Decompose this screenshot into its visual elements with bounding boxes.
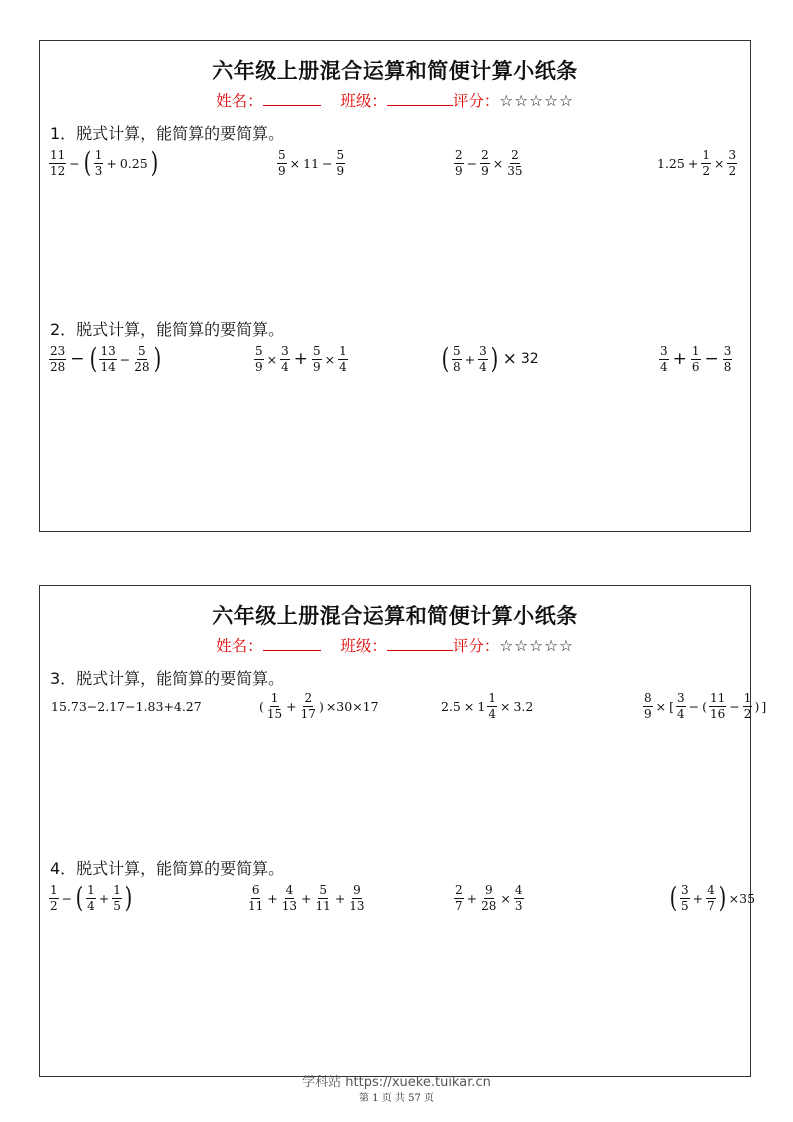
fraction: $\frac{1}{15}$ — [266, 690, 283, 721]
fraction: $\frac{4}{3}$ — [514, 882, 523, 913]
class-label: 班级： — [340, 92, 387, 110]
class-label: 班级： — [340, 637, 387, 655]
problem-4c: $\frac{2}{7}$ + $\frac{9}{28}$ × $\frac{4}{3}$ — [455, 882, 523, 913]
problem-2a: $\frac{23}{28}$ − ( $\frac{13}{14}$ − $\frac{5}{28}$ ) — [50, 342, 161, 375]
problem-2b: $\frac{5}{9}$ × $\frac{3}{4}$ + $\frac{5}{9}$ × $\frac{1}{4}$ — [255, 343, 347, 374]
fraction: $\frac{5}{28}$ — [134, 343, 150, 374]
fraction: $\frac{3}{4}$ — [660, 343, 668, 374]
problem-row-1 — [48, 141, 742, 185]
fraction: $\frac{1}{4}$ — [339, 343, 347, 374]
problem-1a: $\frac{11}{12}$ − ( $\frac{1}{3}$ + 0.25 ) — [50, 146, 158, 179]
fraction: $\frac{2}{35}$ — [507, 147, 523, 178]
fraction: $\frac{2}{9}$ — [481, 147, 489, 178]
fraction: $\frac{3}{8}$ — [723, 343, 732, 374]
fraction: $\frac{6}{11}$ — [248, 882, 264, 913]
problem-row-4 — [48, 876, 756, 920]
problem-2d: $\frac{3}{4}$ + $\frac{1}{6}$ − $\frac{3}{8}$ — [660, 343, 732, 374]
fraction: $\frac{5}{9}$ — [278, 147, 286, 178]
fraction: $\frac{5}{11}$ — [315, 882, 331, 913]
fraction: $\frac{2}{17}$ — [300, 690, 316, 721]
fraction: $\frac{1}{4}$ — [87, 882, 95, 913]
fraction: $\frac{1}{4}$ — [488, 690, 496, 721]
worksheet-card-2 — [39, 585, 767, 1077]
fraction: $\frac{3}{4}$ — [677, 690, 685, 721]
fraction: $\frac{3}{2}$ — [728, 147, 737, 178]
card-title: 六年级上册混合运算和简便计算小纸条 — [212, 59, 578, 83]
problem-row-2 — [48, 337, 742, 381]
fraction: $\frac{5}{9}$ — [336, 147, 345, 178]
class-blank[interactable] — [387, 635, 453, 651]
problem-3b: ( $\frac{1}{15}$ + $\frac{2}{17}$ ) ×30×17 — [259, 690, 379, 721]
name-blank[interactable] — [263, 635, 321, 651]
fraction: $\frac{4}{13}$ — [281, 882, 298, 913]
problem-4b: $\frac{6}{11}$ + $\frac{4}{13}$ + $\frac{5}{11}$ + $\frac{9}{13}$ — [248, 882, 365, 913]
problem-2c: ( $\frac{5}{8}$ + $\frac{3}{4}$ ) × 32 — [441, 342, 539, 375]
fraction: $\frac{5}{9}$ — [255, 343, 263, 374]
fraction: $\frac{4}{7}$ — [707, 882, 715, 913]
section-heading-1: 1．脱式计算，能简算的要简算。 — [50, 124, 285, 143]
fraction: $\frac{9}{13}$ — [349, 882, 365, 913]
fraction: $\frac{3}{4}$ — [281, 343, 289, 374]
fraction: $\frac{1}{6}$ — [691, 343, 700, 374]
problem-1c: $\frac{2}{9}$ − $\frac{2}{9}$ × $\frac{2}{35}$ — [455, 147, 523, 178]
problem-3a: 15.73−2.17−1.83+4.27 — [51, 698, 202, 714]
fraction: $\frac{5}{8}$ — [452, 343, 461, 374]
worksheet-card-1 — [39, 40, 751, 532]
fraction: $\frac{13}{14}$ — [100, 343, 116, 374]
section-heading-3: 3．脱式计算，能简算的要简算。 — [50, 669, 285, 688]
score-label: 评分： — [452, 637, 500, 655]
section-heading-2: 2．脱式计算，能简算的要简算。 — [50, 320, 285, 339]
fraction: $\frac{1}{2}$ — [702, 147, 710, 178]
problem-1b: $\frac{5}{9}$ × 11 − $\frac{5}{9}$ — [278, 147, 345, 178]
fraction: $\frac{1}{2}$ — [743, 690, 752, 721]
fraction: $\frac{2}{7}$ — [455, 882, 463, 913]
problem-3c: 2.5 × 1 $\frac{1}{4}$ × 3.2 — [441, 690, 534, 721]
fraction: $\frac{5}{9}$ — [313, 343, 321, 374]
name-label: 姓名： — [216, 92, 263, 110]
fraction: $\frac{3}{4}$ — [479, 343, 487, 374]
problem-4a: $\frac{1}{2}$ − ( $\frac{1}{4}$ + $\frac{1}{5}$ ) — [50, 881, 133, 914]
problem-3d: $\frac{8}{9}$ × [ $\frac{3}{4}$ − ( $\frac{11}{16}$ − $\frac{1}{2}$ ) ] — [644, 690, 767, 721]
info-line — [40, 634, 750, 656]
page-number: 第 1 页 共 57 页 — [359, 1093, 434, 1104]
info-line — [40, 89, 750, 111]
fraction: $\frac{23}{28}$ — [50, 343, 66, 374]
score-stars: ☆☆☆☆☆ — [499, 92, 574, 110]
fraction: $\frac{3}{5}$ — [680, 882, 689, 913]
footer-site: 学科站 https://xueke.tuikar.cn — [302, 1075, 491, 1090]
fraction: $\frac{2}{9}$ — [455, 147, 463, 178]
name-label: 姓名： — [216, 637, 263, 655]
problem-row-3 — [48, 684, 767, 728]
fraction: $\frac{9}{28}$ — [481, 882, 497, 913]
class-blank[interactable] — [387, 90, 453, 106]
score-label: 评分： — [452, 92, 500, 110]
fraction: $\frac{11}{12}$ — [50, 147, 66, 178]
problem-4d: ( $\frac{3}{5}$ + $\frac{4}{7}$ ) ×35 — [669, 881, 756, 914]
fraction: $\frac{1}{2}$ — [50, 882, 58, 913]
fraction: $\frac{1}{5}$ — [113, 882, 121, 913]
problem-1d: 1.25 + $\frac{1}{2}$ × $\frac{3}{2}$ — [657, 147, 737, 178]
fraction: $\frac{8}{9}$ — [644, 690, 652, 721]
card-title: 六年级上册混合运算和简便计算小纸条 — [212, 604, 578, 628]
fraction: $\frac{11}{16}$ — [710, 690, 726, 721]
fraction: $\frac{1}{3}$ — [94, 147, 103, 178]
section-heading-4: 4．脱式计算，能简算的要简算。 — [50, 859, 285, 878]
score-stars: ☆☆☆☆☆ — [499, 637, 574, 655]
name-blank[interactable] — [263, 90, 321, 106]
